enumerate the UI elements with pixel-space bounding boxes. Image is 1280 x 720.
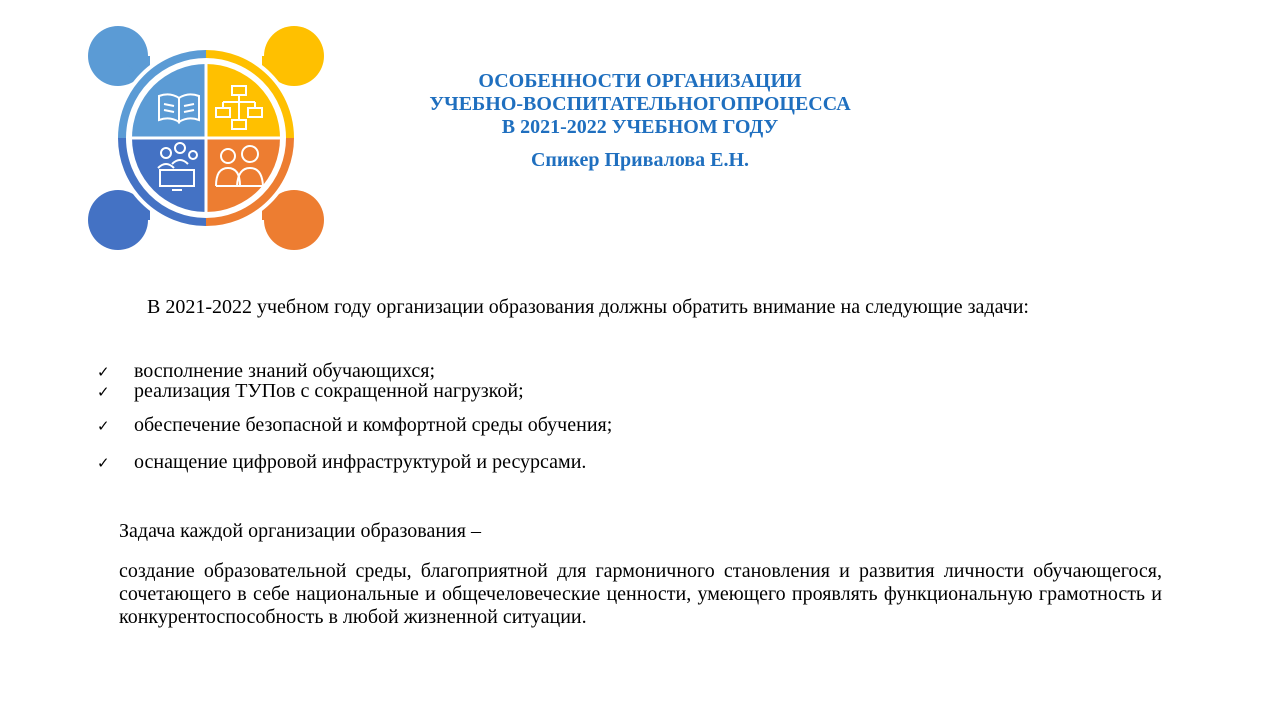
checkmark-icon: ✓ bbox=[97, 383, 110, 401]
speaker-name: Спикер Привалова Е.Н. bbox=[530, 149, 750, 171]
page-title-line-3: В 2021-2022 УЧЕБНОМ ГОДУ bbox=[501, 116, 779, 138]
goal-heading: Задача каждой организации образования – bbox=[119, 520, 481, 542]
goal-paragraph: создание образовательной среды, благоприятной для гармоничного становления и развития личности обучающегося, сочетающего в себе национальные и общечеловеческие ценности, умеющего проявлять функциональную грамотность и конкурентоспособность в любой жизненной ситуации. bbox=[119, 560, 1162, 628]
intro-paragraph: В 2021-2022 учебном году организации образования должны обратить внимание на следующие задачи: bbox=[147, 296, 1029, 318]
task-text: восполнение знаний обучающихся; bbox=[134, 360, 436, 382]
checkmark-icon: ✓ bbox=[97, 454, 110, 472]
task-text: оснащение цифровой инфраструктурой и ресурсами. bbox=[134, 451, 587, 473]
page-title-line-1: ОСОБЕННОСТИ ОРГАНИЗАЦИИ bbox=[478, 70, 802, 92]
checkmark-icon: ✓ bbox=[97, 417, 110, 435]
checkmark-icon: ✓ bbox=[97, 363, 110, 381]
page-title-line-2: УЧЕБНО-ВОСПИТАТЕЛЬНОГОПРОЦЕССА bbox=[429, 93, 851, 115]
title-block bbox=[340, 70, 940, 172]
education-logo bbox=[80, 20, 332, 256]
task-text: реализация ТУПов с сокращенной нагрузкой; bbox=[134, 380, 524, 402]
task-text: обеспечение безопасной и комфортной среды обучения; bbox=[134, 414, 613, 436]
